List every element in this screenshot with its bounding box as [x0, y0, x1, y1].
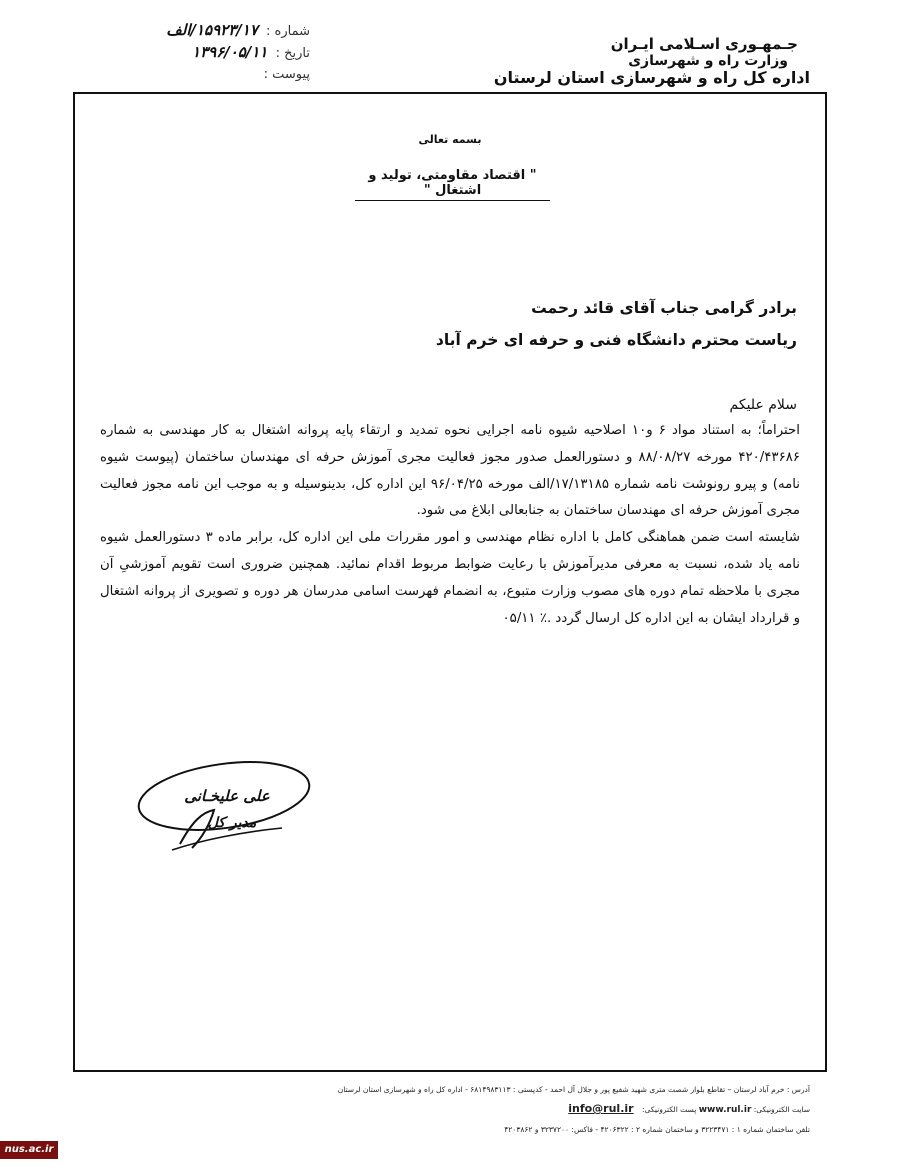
letter-body: [100, 418, 800, 632]
email-link[interactable]: info@rul.ir: [568, 1102, 634, 1115]
signature-scribble-icon: [132, 752, 312, 862]
letter-date-row: [150, 42, 310, 64]
body-paragraph-2: شایسته است ضمن هماهنگی کامل با اداره نظام مهندسی و امور مقررات ملی این اداره کل، برابر ماده ۳ دستورالعمل شیوه نامه یاد شده، نسبت به معرفی مدیرآموزش با رعایت ضوابط مربوط اقدام نمائید. همچنین ضروری است تقویم آموزشیِ آن مجری با ملاحظه تمام دوره های مصوب وزارت متبوع، به انضمام فهرست اسامی مدرسان هر دوره و تصویری از پروانه اشتغال و قرارداد ایشان به این اداره کل ارسال گردد .٪ ۰۵/۱۱: [100, 530, 801, 626]
date-label: تاریخ :: [275, 46, 310, 61]
letter-number-row: [150, 20, 310, 42]
number-value: ۱۵۹۲۳/۱۷/الف: [166, 21, 258, 39]
greeting: سلام علیکم: [729, 397, 797, 413]
source-badge: nus.ac.ir: [0, 1141, 58, 1159]
number-label: شماره :: [266, 24, 310, 39]
signatory-title: مدیر کل: [207, 815, 257, 831]
letter-attachment-row: [150, 64, 310, 85]
site-label: سایت الکترونیکی:: [753, 1105, 810, 1114]
letter-meta: [150, 20, 310, 85]
attachment-label: پیوست :: [263, 67, 310, 82]
recipient-line-2: ریاست محترم دانشگاه فنی و حرفه ای خرم آباد: [435, 331, 797, 349]
site-link[interactable]: www.rul.ir: [698, 1105, 752, 1115]
body-paragraph-1: احتراماً؛ به استناد مواد ۶ و۱۰ اصلاحیه شیوه نامه اجرایی نحوه تمدید و ارتقاء پایه پروانه اشتغال به کار مهندسی به شماره ۴۲۰/۴۳۶۸۶ مورخه ۸۸/۰۸/۲۷ و دستورالعمل صدور مجوز فعالیت مجری آموزش حرفه ای مهندسان ساختمان (پیوست شیوه نامه) و پیرو رونوشت نامه شماره ۱۷/۱۳۱۸۵/الف مورخه ۹۶/۰۴/۲۵ این اداره کل، بدینوسیله و به موجب این نامه مجوز فعالیت مجری آموزش حرفه ای مهندسان ساختمان به جنابعالی ابلاغ می شود.: [100, 423, 800, 519]
signatory-name: علی علیخـانی: [184, 787, 270, 805]
country-title: جـمهـوری اسـلامی ایـران: [610, 35, 798, 53]
office-title: اداره کل راه و شهرسازی استان لرستان: [493, 68, 810, 88]
footer-contacts: [90, 1099, 810, 1120]
letterhead: [480, 36, 810, 88]
ministry-title: وزارت راه و شهرسازی: [628, 53, 788, 70]
signature-block: [132, 752, 312, 862]
email-label: پست الکترونیکی:: [641, 1105, 697, 1114]
footer: [90, 1080, 810, 1139]
slogan: " اقتصاد مقاومتی، تولید و اشتغال ": [355, 168, 550, 201]
footer-phones: تلفن ساختمان شماره ۱ : ۳۲۲۳۴۷۱ و ساختمان شماره ۲ : ۴۲۰۶۳۲۲ - فاکس: ۳۲۳۷۲۰۰ و ۴۲۰۳۸۶۲: [504, 1125, 810, 1134]
recipient-block: [297, 292, 797, 356]
basmala: بسمه تعالی: [418, 133, 482, 146]
date-value: ۱۳۹۶/۰۵/۱۱: [192, 43, 268, 61]
footer-address: آدرس : خرم آباد لرستان – تقاطع بلوار شصت متری شهید شفیع پور و جلال آل احمد - کدپستی : ۶۸۱۴۹۸۳۱۱۳ - اداره کل راه و شهرسازی استان لرستان: [337, 1085, 810, 1094]
recipient-line-1: برادر گرامی جناب آقای قائد رحمت: [531, 299, 797, 317]
